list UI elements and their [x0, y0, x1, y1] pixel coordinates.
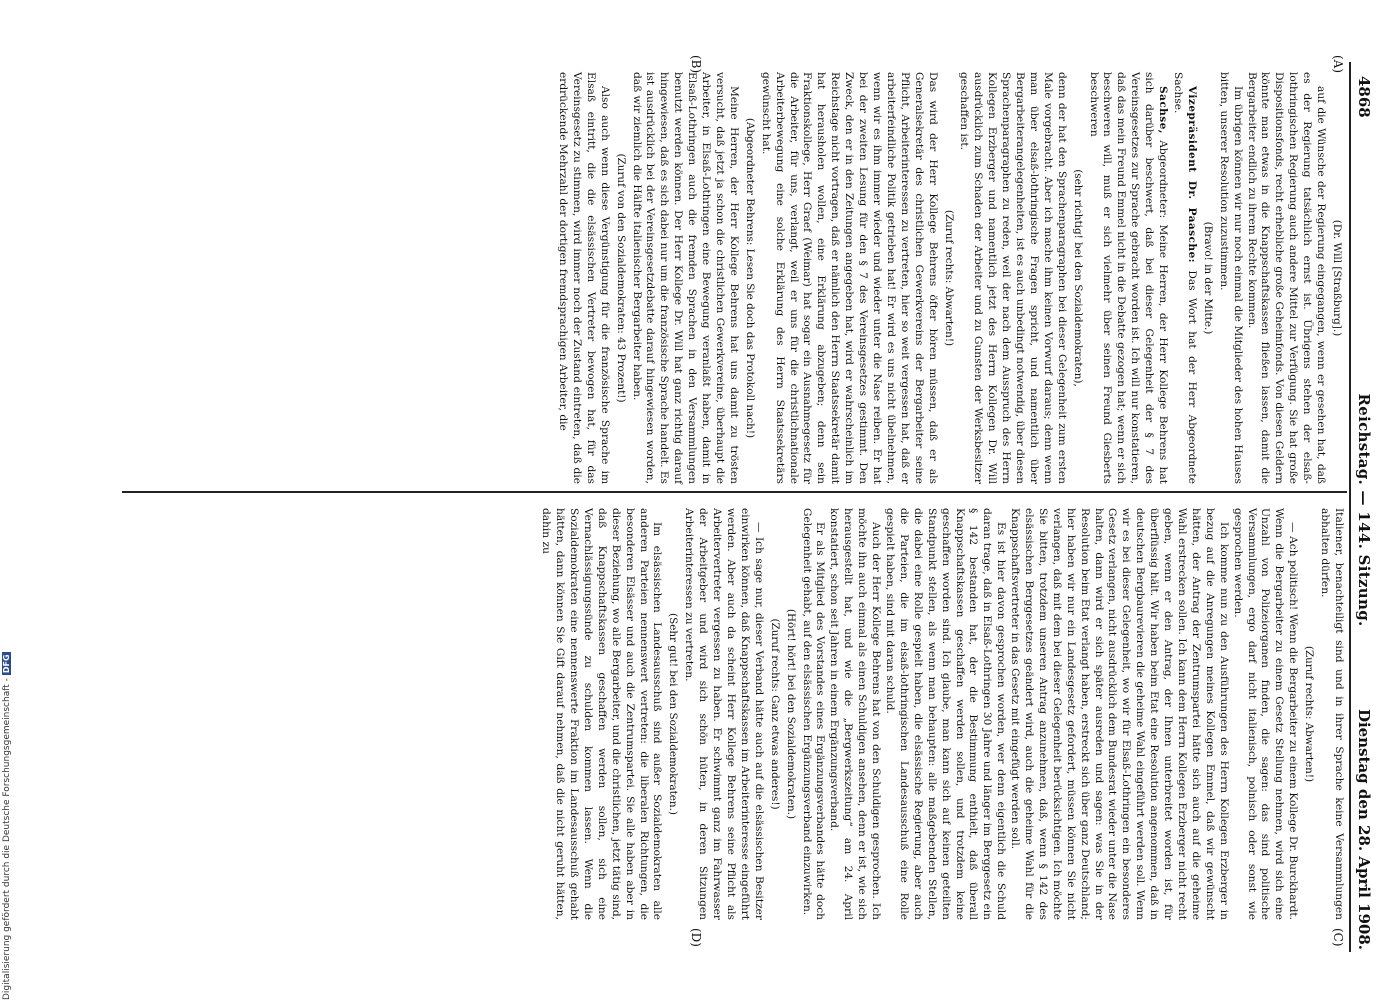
interjection: (sehr richtig! bei den Sozialdemokraten),: [1071, 169, 1084, 387]
dfg-logo: DFG: [2, 654, 11, 674]
header-rule: [1349, 62, 1351, 952]
speech-text: Das Wort hat der Herr Abgeordnete Sachse.: [1172, 72, 1198, 484]
page-header: [1353, 70, 1373, 950]
paragraph: Das wird der Herr Kollege Behrens öfter hören müssen, daß er als Generalsekretär des christlichen Gewerkvereins der Bergarbeiter seine Pflicht, Arbeiterinteressen zu vertreten, hier so weit vergessen hat, daß er arbeiterfeindliche Politik getrieben hat! Er wird es uns nicht übelnehmen, wenn wir es ihm immer wieder und wieder unter die Nase reiben. Er hat bei der zweiten Lesung für den § 7 des Vereinsgesetzes gestimmt. Den Zweck, den er in den Zeitungen angegeben hat, wird er wahrscheinlich im Reichstage nicht vortragen, daß er nämlich den Herrn Staatssekretär damit hat herausholen wollen, eine Erklärung abzugeben; denn sein Fraktionskollege, Herr Graef (Weimar) hat sogar ein Ausnahmegesetz für die Arbeiter, für uns, verlangt, weil er uns für die christlichnationale Arbeiterbewegung eine solche Erklärung des Herrn Staatssekretärs gewünscht hat.: [759, 72, 939, 484]
digitization-credit: [2, 652, 12, 1000]
page-number: 4868: [1355, 76, 1373, 118]
paragraph: Also auch wenn diese Vergünstigung für die französische Sprache im Elsaß eintritt, die die elsässischen Vertreter bewogen hat, für das Vereinsgesetz zu stimmen, wird immer noch der Zustand eintreten, daß die erdrückende Mehrzahl der dortigen fremdsprachigen Arbeiter, die: [557, 72, 611, 484]
speaker-name: Vizepräsident Dr. Paasche:: [1185, 86, 1198, 263]
left-text-column: [555, 72, 1345, 484]
interjection: (Abgeordneter Behrens: Lesen Sie doch das Protokoll nach!): [743, 117, 756, 439]
paragraph: Er als Mitglied des Vorstandes eines Ergänzungsverbandes hätte doch Gelegenheit gehabt, auf den elsässischen Ergänzungsverband einzuwirken.: [800, 508, 827, 920]
paragraph: denn der hat den Sprachenparagraphen bei dieser Gelegenheit zum ersten Male vorgebracht. Aber ich mache ihm keinen Vorwurf daraus; denn wenn man über elsaß-lothringische Fragen spricht, und namentlich über Bergarbeiterangelegenheiten, ist es auch unbedingt notwendig, über diesen Sprachenparagraphen zu reden, weil der nach dem Ausspruch des Herrn Kollegen Erzberger und namentlich jetzt des Herrn Kollegen Dr. Will ausdrücklich zum Schaden der Arbeiter und zu Gunsten der Werksbesitzer geschaffen ist.: [958, 72, 1068, 484]
interjection: (Bravo! in der Mitte.): [1201, 221, 1214, 335]
session-date: Dienstag den 28. April 1908.: [1355, 708, 1373, 950]
paragraph: — Ich sage nur, dieser Verband hätte auch auf die elsässischen Besitzer einwirken können, daß Knappschaftskassen im Arbeiterinteresse eingeführt werden. Aber auch da scheint Herr Kollege Behrens seine Pflicht als Arbeitervertreter vergessen zu haben. Er schwimmt ganz im Fahrwasser der Arbeitgeber und wird sich schön hüten, in deren Sitzungen Arbeiterinteressen zu vertreten.: [683, 508, 765, 920]
margin-letter-c: (C): [1331, 928, 1345, 947]
interjection: (Zuruf rechts: Abwarten!): [1303, 645, 1316, 783]
speaker-paragraph: [1086, 72, 1169, 484]
paragraph: — Ach politisch! Wenn die Bergarbeiter zu einem Kollege Dr. Burckhardt. Wenn die Bergarbeiter zu einem Gesetz Stellung nehmen, wird sich eine Unzahl von Polizeiorganen finden, die sagen: das sind politische Versammlungen, ergo darf nicht italienisch, polnisch oder sonst wie gesprochen werden.: [1231, 508, 1300, 920]
speaker-paragraph: [1170, 72, 1198, 484]
credit-text: Digitalisierung gefördert durch die Deutsche Forschungsgemeinschaft -: [2, 678, 12, 1000]
margin-letter-a: (A): [1331, 55, 1345, 74]
paragraph: Ich komme nun zu den Ausführungen des Herrn Kollegen Erzberger in bezug auf die Anregungen meines Kollegen Emmel, daß wir gewünscht hätten, der Antrag der Zentrumspartei hätte sich auch auf die geheime Wahl erstrecken sollen. Ich kann dem Herrn Kollegen Erzberger nicht recht geben, wenn er den Antrag, der Ihnen unterbreitet worden ist, für überflüssig hält. Wir haben beim Etat eine Resolution angenommen, daß in deutschen Bergbaurevieren die geheime Wahl eingeführt werden soll. Wenn wir es bei dieser Gelegenheit, wo wir für Elsaß-Lothringen ein besonderes Gesetz verlangen, nicht ausdrücklich dem Bundesrat wieder unter die Nase halten, dann wird er sich später ausreden und sagen: was Sie in der Resolution beim Etat verlangt haben, erstreckt sich über ganz Deutschland; hier haben wir nur ein Landesgesetz gefordert, müssen können Sie nicht verlangen, daß mit dem bei dieser Gelegenheit berücksichtigen. Ich möchte Sie bitten, trotzdem unseren Antrag anzunehmen, daß, wenn § 142 des elsässischen Berggesetzes geändert wird, auch die geheime Wahl für die Knappschaftsvertreter in das Gesetz mit eingefügt werden soll.: [1009, 508, 1230, 920]
interjection: (Zuruf rechts: Abwarten!): [942, 209, 955, 347]
paragraph: Es ist hier davon gesprochen worden, wer denn eigentlich die Schuld daran trage, daß in Elsaß-Lothringen 30 Jahre und länger im Berggesetz ein § 142 bestanden hat, der die Bestimmung enthielt, daß überall Knappschaftskassen geschaffen werden sollen, und trotzdem keine geschaffen worden sind. Ich glaube, man kann sich auf keinen geteilten Standpunkt stellen, als wenn man behaupten: alle maßgebenden Stellen, die dabei eine Rolle gespielt haben, die elsässische Regierung, aber auch die Parteien, die im elsaß-lothringischen Landesausschuß eine Rolle gespielt haben, sind mit daran schuld.: [884, 508, 1008, 920]
paragraph: Im elsässischen Landesausschuß sind außer Sozialdemokraten alle anderen Parteien nennenswert vertreten: die liberalen Richtungen, die besonderen Elsässer und auch die Zentrumspartei. Sie alle haben aber in dieser Beziehung, wo alle Bergarbeiter, und die christlichen, jetzt tätig sind, daß Knappschaftskassen geschaffen werden sollen, sich eine Vernachlässigungssünde zu schulden kommen lassen. Wenn die Sozialdemokraten eine nennenswerte Fraktion im Landesausschuß gehabt hätten, dann können Sie Gift darauf nehmen, daß die nicht geruht hätten, dahin zu: [540, 508, 664, 920]
paragraph: Italiener, benachteiligt sind und in ihrer Sprache keine Versammlungen abhalten dürfen.: [1319, 508, 1345, 920]
right-text-column: [538, 508, 1345, 920]
interjection: (Zuruf rechts: Ganz etwas anderes!): [768, 618, 781, 810]
paragraph: auf die Wünsche der Regierung eingegangen, wenn er gesehen hat, daß es der Regierung tatsächlich ernst ist. Übrigens stehen der elsaß-lothringischen Regierung auch andere Mittel zur Verfügung. Sie hat große Dispositionsfonds, recht erhebliche große Geheimfonds. Von diesen Geldern könnte man etwas in die Knappschaftskassen fließen lassen, damit die Bergarbeiter endlich zu ihrem Rechte kommen.: [1245, 72, 1328, 484]
speech-text: Abgeordneter: Meine Herren, der Herr Kollege Behrens hat sich darüber beschwert, daß bei dieser Gelegenheit der § 7 des Vereinsgesetzes zur Sprache gebracht worden ist. Ich will nur konstatieren, daß das mein Freund Emmel nicht in die Debatte gezogen hat; wenn er sich beschweren will, muß er sich vielmehr über seinen Freund Giesberts beschweren: [1087, 72, 1170, 484]
paragraph: Auch der Herr Kollege Behrens hat von den Schuldigen gesprochen. Ich möchte ihn auch einmal als einen Schuldigen ansehen, denn er ist, wie sich herausgestellt hat, und wie die „Bergwerkszeitung“ am 24. April konstatiert, schon seit Jahren in einem Ergänzungsverband.: [828, 508, 883, 920]
paragraph: Im übrigen können wir nur noch einmal die Mitglieder des hohen Hauses bitten, unserer Resolution zuzustimmen.: [1217, 72, 1244, 484]
interjection: (Hört! hört! bei den Sozialdemokraten.): [784, 608, 797, 820]
speaker-name: Sachse,: [1157, 86, 1170, 134]
margin-letter-d: (D): [689, 928, 703, 947]
interjection: (Sehr gut! bei den Sozialdemokraten.): [667, 613, 680, 815]
margin-letter-b: (B): [689, 55, 703, 74]
session-title: Reichstag. — 144. Sitzung.: [1355, 393, 1373, 627]
interjection: (Dr. Will [Straßburg].): [1331, 219, 1343, 337]
interjection: (Zuruf von den Sozialdemokraten: 43 Prozent!): [614, 153, 627, 403]
paragraph: Meine Herren, der Herr Kollege Behrens hat uns damit zu trösten versucht, daß jetzt ja schon die christlichen Gewerkvereine, überhaupt die Arbeiter, in Elsaß-Lothringen eine Bewegung veranlaßt haben, damit in Elsaß-Lothringen auch die fremden Sprachen in den Versammlungen benutzt werden können. Der Herr Kollege Dr. Will hat ganz richtig darauf hingewiesen, daß es sich dabei nur um die französische Sprache handelt. Es ist ausdrücklich bei der Vereinsgesetzdebatte darauf hingewiesen worden, daß wir ziemlich die Hälfte italienischer Bergarbeiter haben.: [630, 72, 740, 484]
column-divider: [122, 491, 1347, 493]
